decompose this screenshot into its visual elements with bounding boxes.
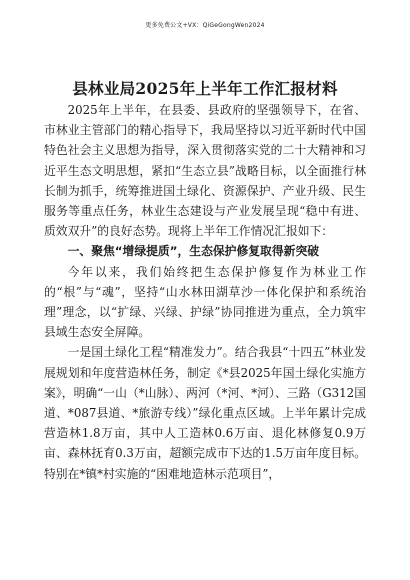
section-1-paragraph: 今年以来，我们始终把生态保护修复作为林业工作的“根”与“魂”，坚持“山水林田湖草沙一体化保护和系统治理”理念，以“扩绿、兴绿、护绿”协同推进为重点，全力筑牢县域生态安全屏障。 [44,264,366,340]
header-note: 更多免费公文+VX：QiGeGongWen2024 [145,22,265,29]
section-1-item-1-paragraph: 一是国土绿化工程“精准发力”。结合我县“十四五”林业发展规划和年度营造林任务，制定《*县2025年国土绿化实施方案》，明确“一山（*山脉）、两河（*河、*河）、三路（G312国道、*087县道、*旅游专线）”绿化重点区域。上半年累计完成营造林1.8万亩，其中人工造林0.6万亩、退化林修复0.9万亩、森林抚育0.3万亩，超额完成市下达的1.5万亩年度目标。特别在*镇*村实施的“困难地造林示范项目”， [44,345,366,481]
section-heading-1: 一、聚焦“增绿提质”，生态保护修复取得新突破 [67,244,320,259]
document-body [44,100,366,484]
intro-paragraph: 2025年上半年，在县委、县政府的坚强领导下，在省、市林业主管部门的精心指导下，我局坚持以习近平新时代中国特色社会主义思想为指导，深入贯彻落实党的二十大精神和习近平生态文明思想，紧扣“生态立县”战略目标，以全面推行林长制为抓手，统筹推进国土绿化、资源保护、产业升级、民生服务等重点任务，林业生态建设与产业发展呈现“稳中有进、质效双升”的良好态势。现将上半年工作情况汇报如下： [44,103,366,239]
document-title: 县林业局2025年上半年工作汇报材料 [72,79,338,98]
